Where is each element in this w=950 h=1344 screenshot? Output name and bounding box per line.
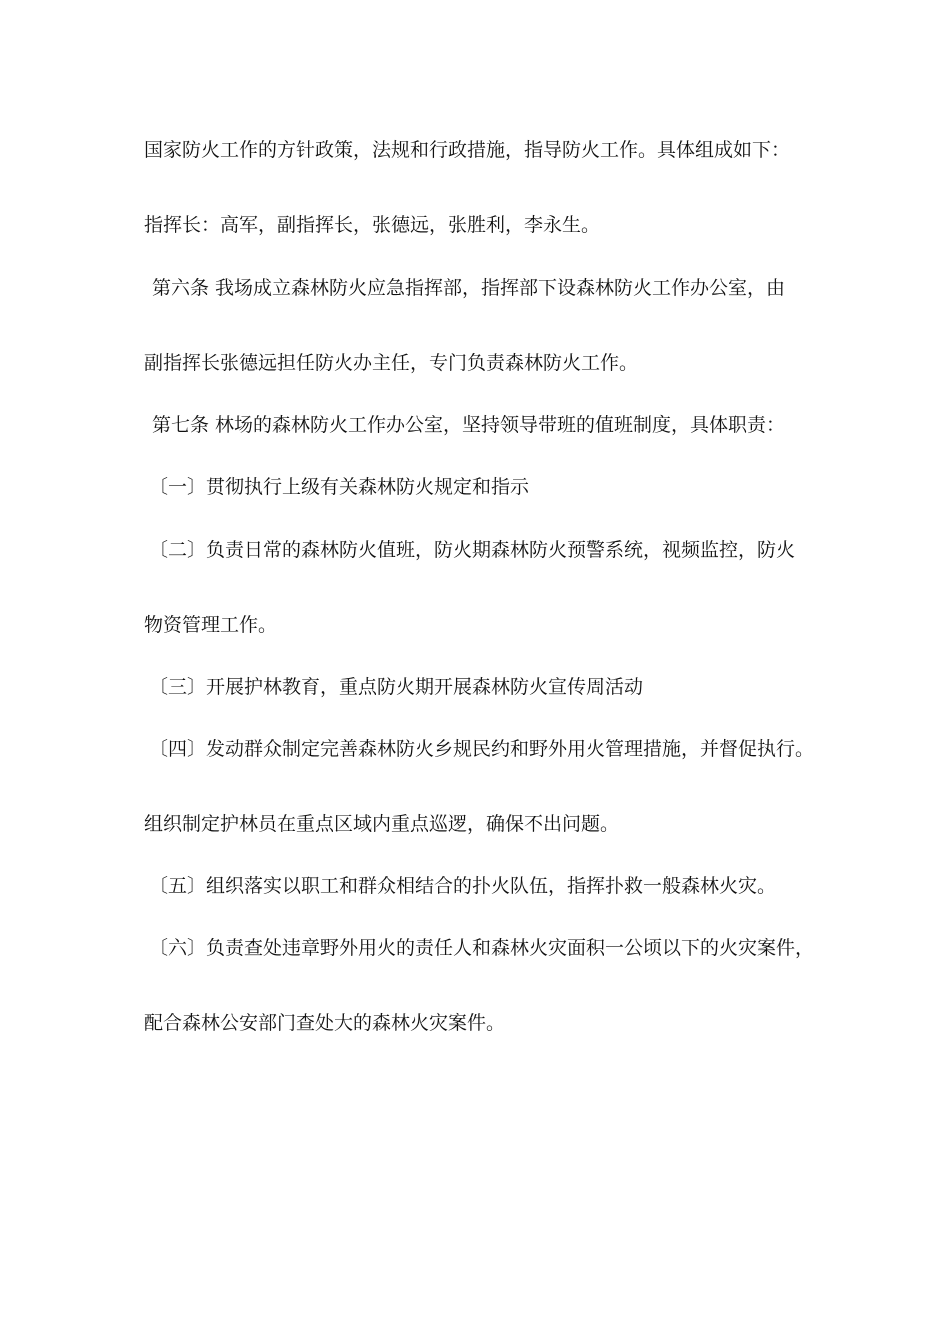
article-seven-heading: 第七条 林场的森林防火工作办公室，坚持领导带班的值班制度，具体职责： (152, 414, 786, 436)
duty-item-5: 〔五〕组织落实以职工和群众相结合的扑火队伍，指挥扑救一般森林火灾。 (149, 875, 777, 897)
duty-item-4-line-1: 〔四〕发动群众制定完善森林防火乡规民约和野外用火管理措施，并督促执行。 (149, 738, 815, 760)
duty-item-6-line-2: 配合森林公安部门查处大的森林火灾案件。 (144, 1012, 506, 1034)
duty-item-3: 〔三〕开展护林教育，重点防火期开展森林防火宣传周活动 (149, 676, 644, 698)
duty-item-1: 〔一〕贯彻执行上级有关森林防火规定和指示 (149, 476, 530, 498)
paragraph-line-1: 国家防火工作的方针政策，法规和行政措施，指导防火工作。具体组成如下： (144, 139, 791, 161)
article-six-line-1: 第六条 我场成立森林防火应急指挥部，指挥部下设森林防火工作办公室，由 (152, 277, 786, 299)
duty-item-4-line-2: 组织制定护林员在重点区域内重点巡逻，确保不出问题。 (144, 813, 620, 835)
paragraph-line-2: 指挥长：高军，副指挥长，张德远，张胜利，李永生。 (144, 214, 601, 236)
duty-item-2-line-2: 物资管理工作。 (144, 614, 278, 636)
duty-item-6-line-1: 〔六〕负责查处违章野外用火的责任人和森林火灾面积一公顷以下的火灾案件， (149, 937, 815, 959)
article-six-line-2: 副指挥长张德远担任防火办主任，专门负责森林防火工作。 (144, 352, 639, 374)
duty-item-2-line-1: 〔二〕负责日常的森林防火值班，防火期森林防火预警系统，视频监控，防火 (149, 539, 796, 561)
